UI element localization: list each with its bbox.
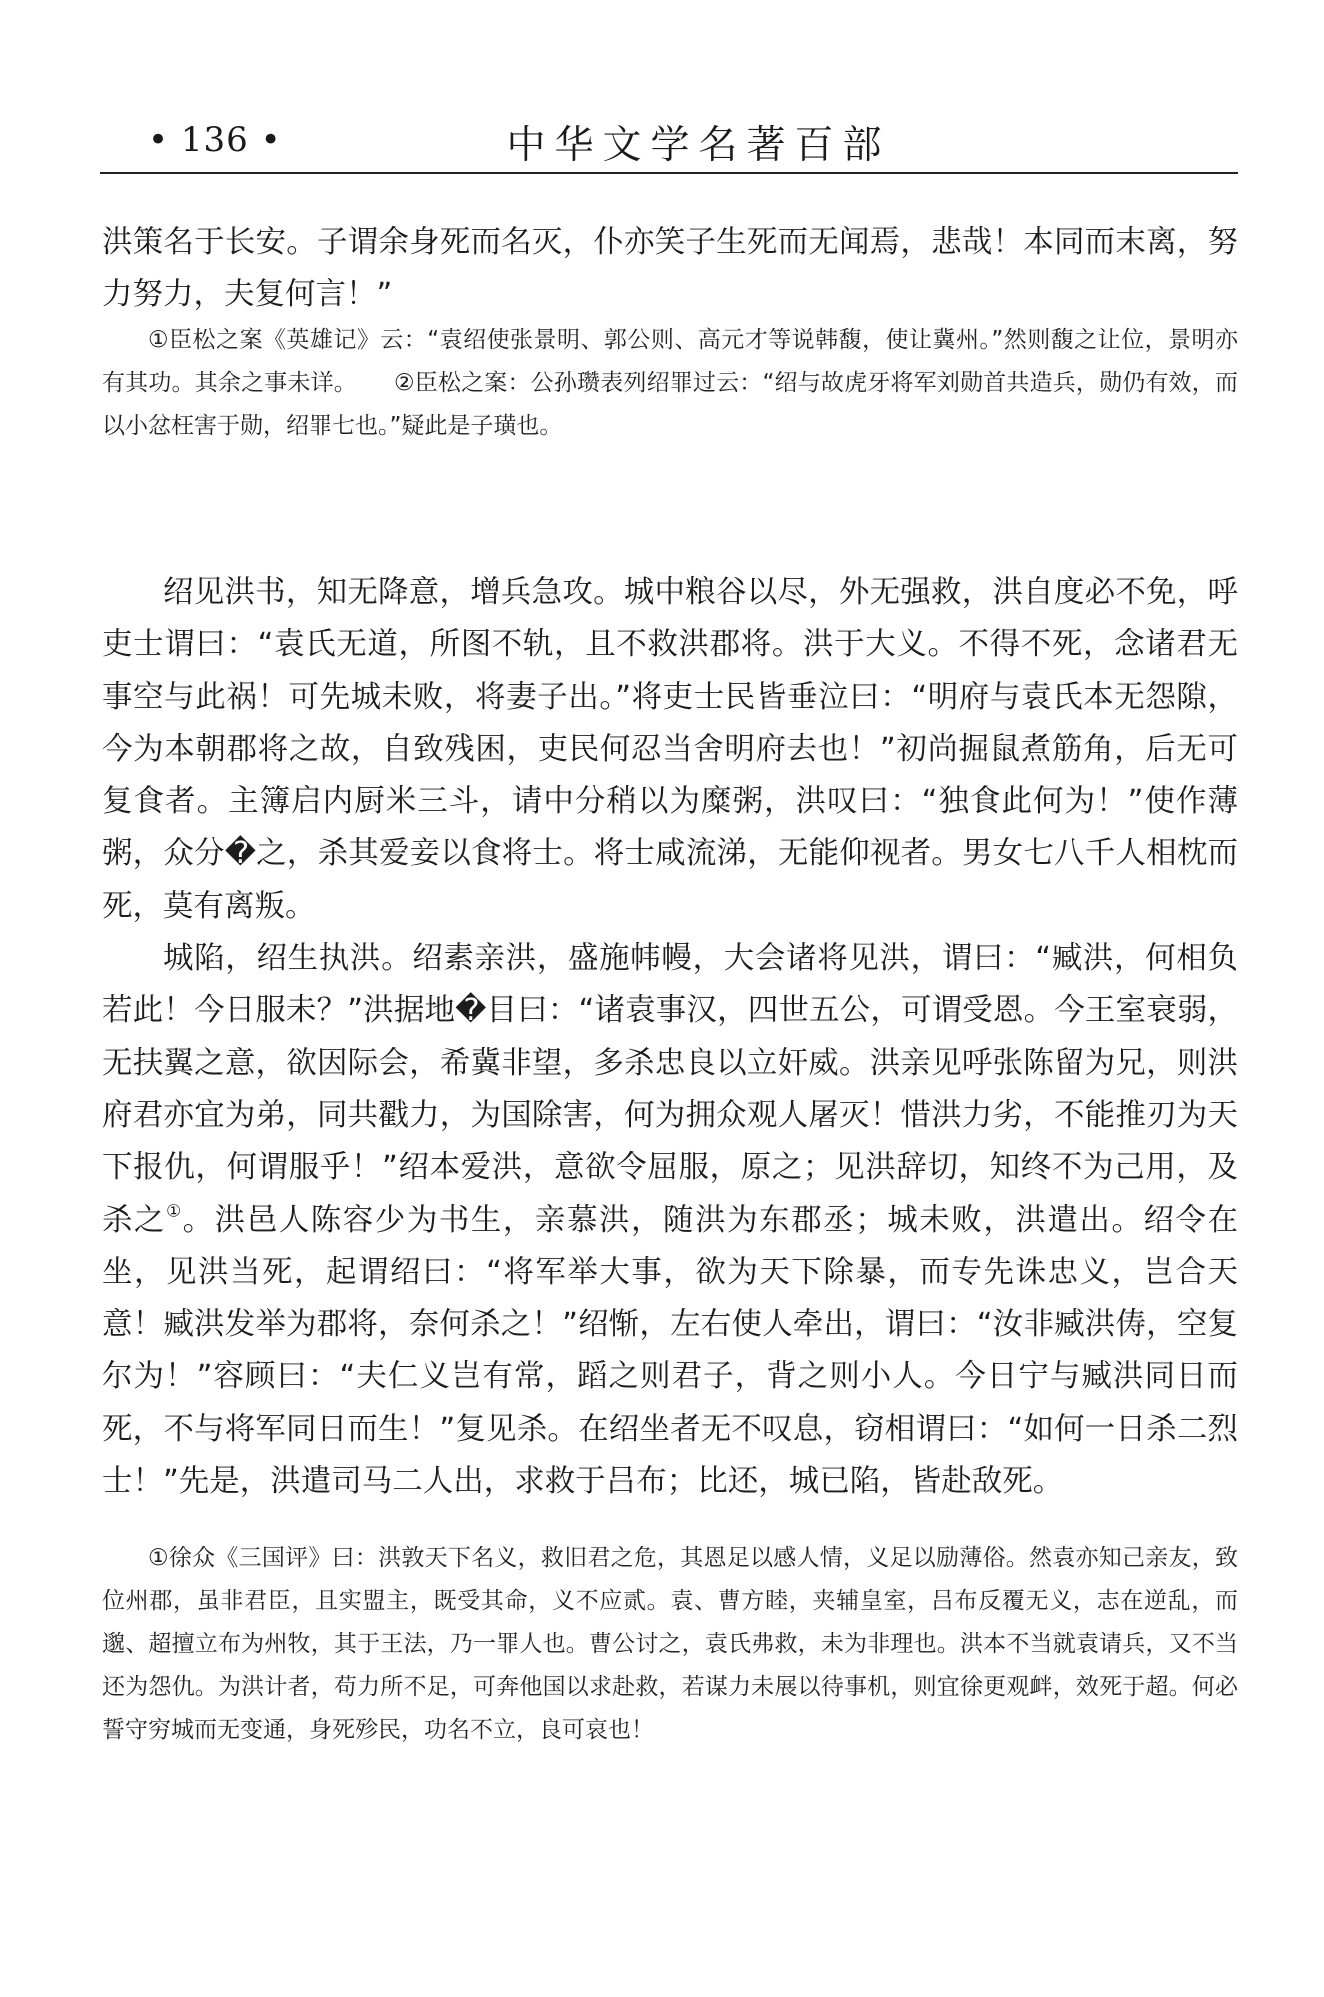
footnotes-top bbox=[102, 319, 1238, 448]
book-title: 中华文学名著百部 bbox=[506, 123, 891, 168]
paragraph-2 bbox=[102, 933, 1238, 1508]
footnote-xu-zhong: ①徐众《三国评》曰：洪敦天下名义，救旧君之危，其恩足以感人情，义足以励薄俗。然袁亦知己亲友，致位州郡，虽非君臣，且实盟主，既受其命，义不应贰。袁、曹方睦，夹辅皇室，吕布反覆无义，志在逆乱，而邈、超擅立布为州牧，其于王法，乃一罪人也。曹公讨之，袁氏弗救，未为非理也。洪本不当就袁请兵，又不当还为怨仇。为洪计者，苟力所不足，可奔他国以求赴救，若谋力未展以待事机，则宜徐更观衅，效死于超。何必誓守穷城而无变通，身死殄民，功名不立，良可哀也！ bbox=[102, 1545, 1238, 1743]
header-divider bbox=[100, 172, 1238, 174]
continued-paragraph bbox=[102, 217, 1238, 322]
footnote-ref: ① bbox=[166, 1200, 183, 1221]
footnote-2: ②臣松之案：公孙瓒表列绍罪过云：“绍与故虎牙将军刘勋首共造兵，勋仍有效，而以小忿枉害于勋，绍罪七也。”疑此是子璜也。 bbox=[102, 370, 1238, 439]
paragraph-2-part-b: 。洪邑人陈容少为书生，亲慕洪，随洪为东郡丞；城未败，洪遣出。绍令在坐，见洪当死，起谓绍曰：“将军举大事，欲为天下除暴，而专先诛忠义，岂合天意！臧洪发举为郡将，奈何杀之！”绍惭，左右使人牵出，谓曰：“汝非臧洪俦，空复尔为！”容顾曰：“夫仁义岂有常，蹈之则君子，背之则小人。今日宁与臧洪同日而死，不与将军同日而生！”复见杀。在绍坐者无不叹息，窃相谓曰：“如何一日杀二烈士！”先是，洪遣司马二人出，求救于吕布；比还，城已陷，皆赴敌死。 bbox=[102, 1202, 1239, 1500]
running-header bbox=[100, 108, 1237, 172]
footnote-block bbox=[102, 319, 1238, 448]
paragraph-1: 绍见洪书，知无降意，增兵急攻。城中粮谷以尽，外无强救，洪自度必不免，呼吏士谓曰：“袁氏无道，所图不轨，且不救洪郡将。洪于大义。不得不死，念诸君无事空与此祸！可先城未败，将妻子出。”将吏士民皆垂泣曰：“明府与袁氏本无怨隙，今为本朝郡将之故，自致残困，吏民何忍当舍明府去也！”初尚掘鼠煮筋角，后无可复食者。主簿启内厨米三斗，请中分稍以为糜粥，洪叹曰：“独食此何为！”使作薄粥，众分�之，杀其爱妾以食将士。将士咸流涕，无能仰视者。男女七八千人相枕而死，莫有离叛。 bbox=[102, 575, 1238, 924]
paragraph-2-part-a: 城陷，绍生执洪。绍素亲洪，盛施帏幔，大会诸将见洪，谓曰：“臧洪，何相负若此！今日服未？”洪据地�目曰：“诸袁事汉，四世五公，可谓受恩。今王室衰弱，无扶翼之意，欲因际会，希冀非望，多杀忠良以立奸威。洪亲见呼张陈留为兄，则洪府君亦宜为弟，同共戳力，为国除害，何为拥众观人屠灭！惜洪力劣，不能推刃为天下报仇，何谓服乎！”绍本爱洪，意欲令屈服，原之；见洪辞切，知终不为己用，及杀之 bbox=[102, 941, 1238, 1238]
page-number: • 136 • bbox=[148, 120, 282, 160]
footnote-1: ①臣松之案《英雄记》云：“袁绍使张景明、郭公则、高元才等说韩馥，使让冀州。”然则馥之让位，景明亦有其功。其余之事未详。 bbox=[102, 327, 1238, 396]
footnotes-bottom bbox=[102, 1537, 1238, 1752]
continued-text: 洪策名于长安。子谓余身死而名灭，仆亦笑子生死而无闻焉，悲哉！本同而末离，努力努力，夫复何言！” bbox=[102, 225, 1238, 313]
main-text bbox=[102, 567, 1238, 1508]
